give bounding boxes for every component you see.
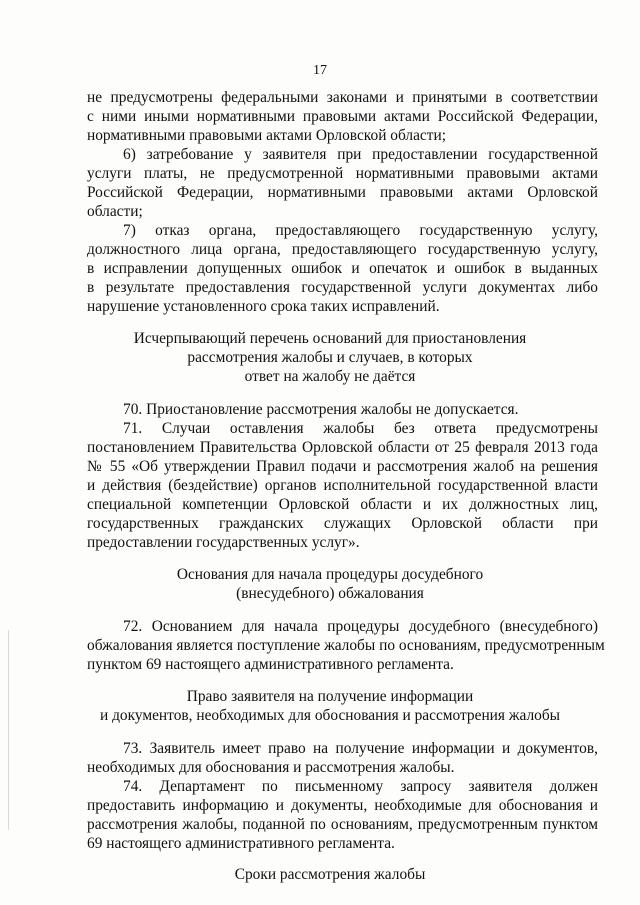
text-line: государственных гражданских служащих Орловской области при xyxy=(87,515,598,532)
text-line: постановлением Правительства Орловской области от 25 февраля 2013 года xyxy=(87,439,598,456)
text-line: 72. Основанием для начала процедуры досудебного (внесудебного) xyxy=(123,618,598,635)
text-line: Российской Федерации, нормативными правовыми актами Орловской xyxy=(87,184,598,201)
text-line: предоставить информацию и документы, необходимые для обоснования и xyxy=(87,797,598,814)
section-heading-line: рассмотрения жалобы и случаев, в которых xyxy=(187,349,473,366)
text-line: 69 настоящего административного регламента. xyxy=(87,835,395,852)
text-line: нормативными правовыми актами Орловской области; xyxy=(87,127,447,144)
text-line: с ними иными нормативными правовыми актами Российской Федерации, xyxy=(87,108,598,125)
section-heading-line: Основания для начала процедуры досудебного xyxy=(176,566,484,583)
section-heading-line: ответ на жалобу не даётся xyxy=(244,368,416,385)
text-line: услуги платы, не предусмотренной нормативными правовыми актами xyxy=(87,165,598,182)
section-heading-line: Сроки рассмотрения жалобы xyxy=(234,866,426,883)
text-line: 6) затребование у заявителя при предоставлении государственной xyxy=(123,146,598,163)
text-line: 71. Случаи оставления жалобы без ответа предусмотрены xyxy=(123,420,598,437)
text-line: и действия (бездействие) органов исполнительной государственной власти xyxy=(87,477,598,494)
scan-edge-mark xyxy=(8,630,9,830)
text-line: в результате предоставления государственной услуги документах либо xyxy=(87,279,598,296)
text-line: должностного лица органа, предоставляющего государственную услугу, xyxy=(87,241,598,258)
text-line: предоставлении государственных услуг». xyxy=(87,534,360,551)
section-heading-line: и документов, необходимых для обоснования и рассмотрения жалобы xyxy=(100,707,560,724)
text-line: нарушение установленного срока таких исправлений. xyxy=(87,298,440,315)
text-line: 7) отказ органа, предоставляющего государственную услугу, xyxy=(123,222,598,239)
text-line: пунктом 69 настоящего административного регламента. xyxy=(87,656,454,673)
text-line: не предусмотрены федеральными законами и принятыми в соответствии xyxy=(87,89,598,106)
page-number: 17 xyxy=(313,63,327,78)
section-heading-line: Исчерпывающий перечень оснований для приостановления xyxy=(133,330,527,347)
text-line: рассмотрения жалобы, поданной по основаниям, предусмотренным пунктом xyxy=(87,816,598,833)
text-line: обжалования является поступление жалобы по основаниям, предусмотренным xyxy=(87,637,605,654)
text-line: в исправлении допущенных ошибок и опечаток и ошибок в выданных xyxy=(87,260,598,277)
text-line: области; xyxy=(87,203,143,220)
text-line: № 55 «Об утверждении Правил подачи и рассмотрения жалоб на решения xyxy=(87,458,598,475)
text-line: необходимых для обоснования и рассмотрения жалобы. xyxy=(87,759,455,776)
section-heading-line: Право заявителя на получение информации xyxy=(186,688,474,705)
text-line: специальной компетенции Орловской области и их должностных лиц, xyxy=(87,496,598,513)
text-line: 70. Приостановление рассмотрения жалобы не допускается. xyxy=(123,401,519,418)
text-line: 73. Заявитель имеет право на получение информации и документов, xyxy=(123,740,598,757)
section-heading-line: (внесудебного) обжалования xyxy=(236,585,424,602)
text-line: 74. Департамент по письменному запросу заявителя должен xyxy=(123,778,598,795)
